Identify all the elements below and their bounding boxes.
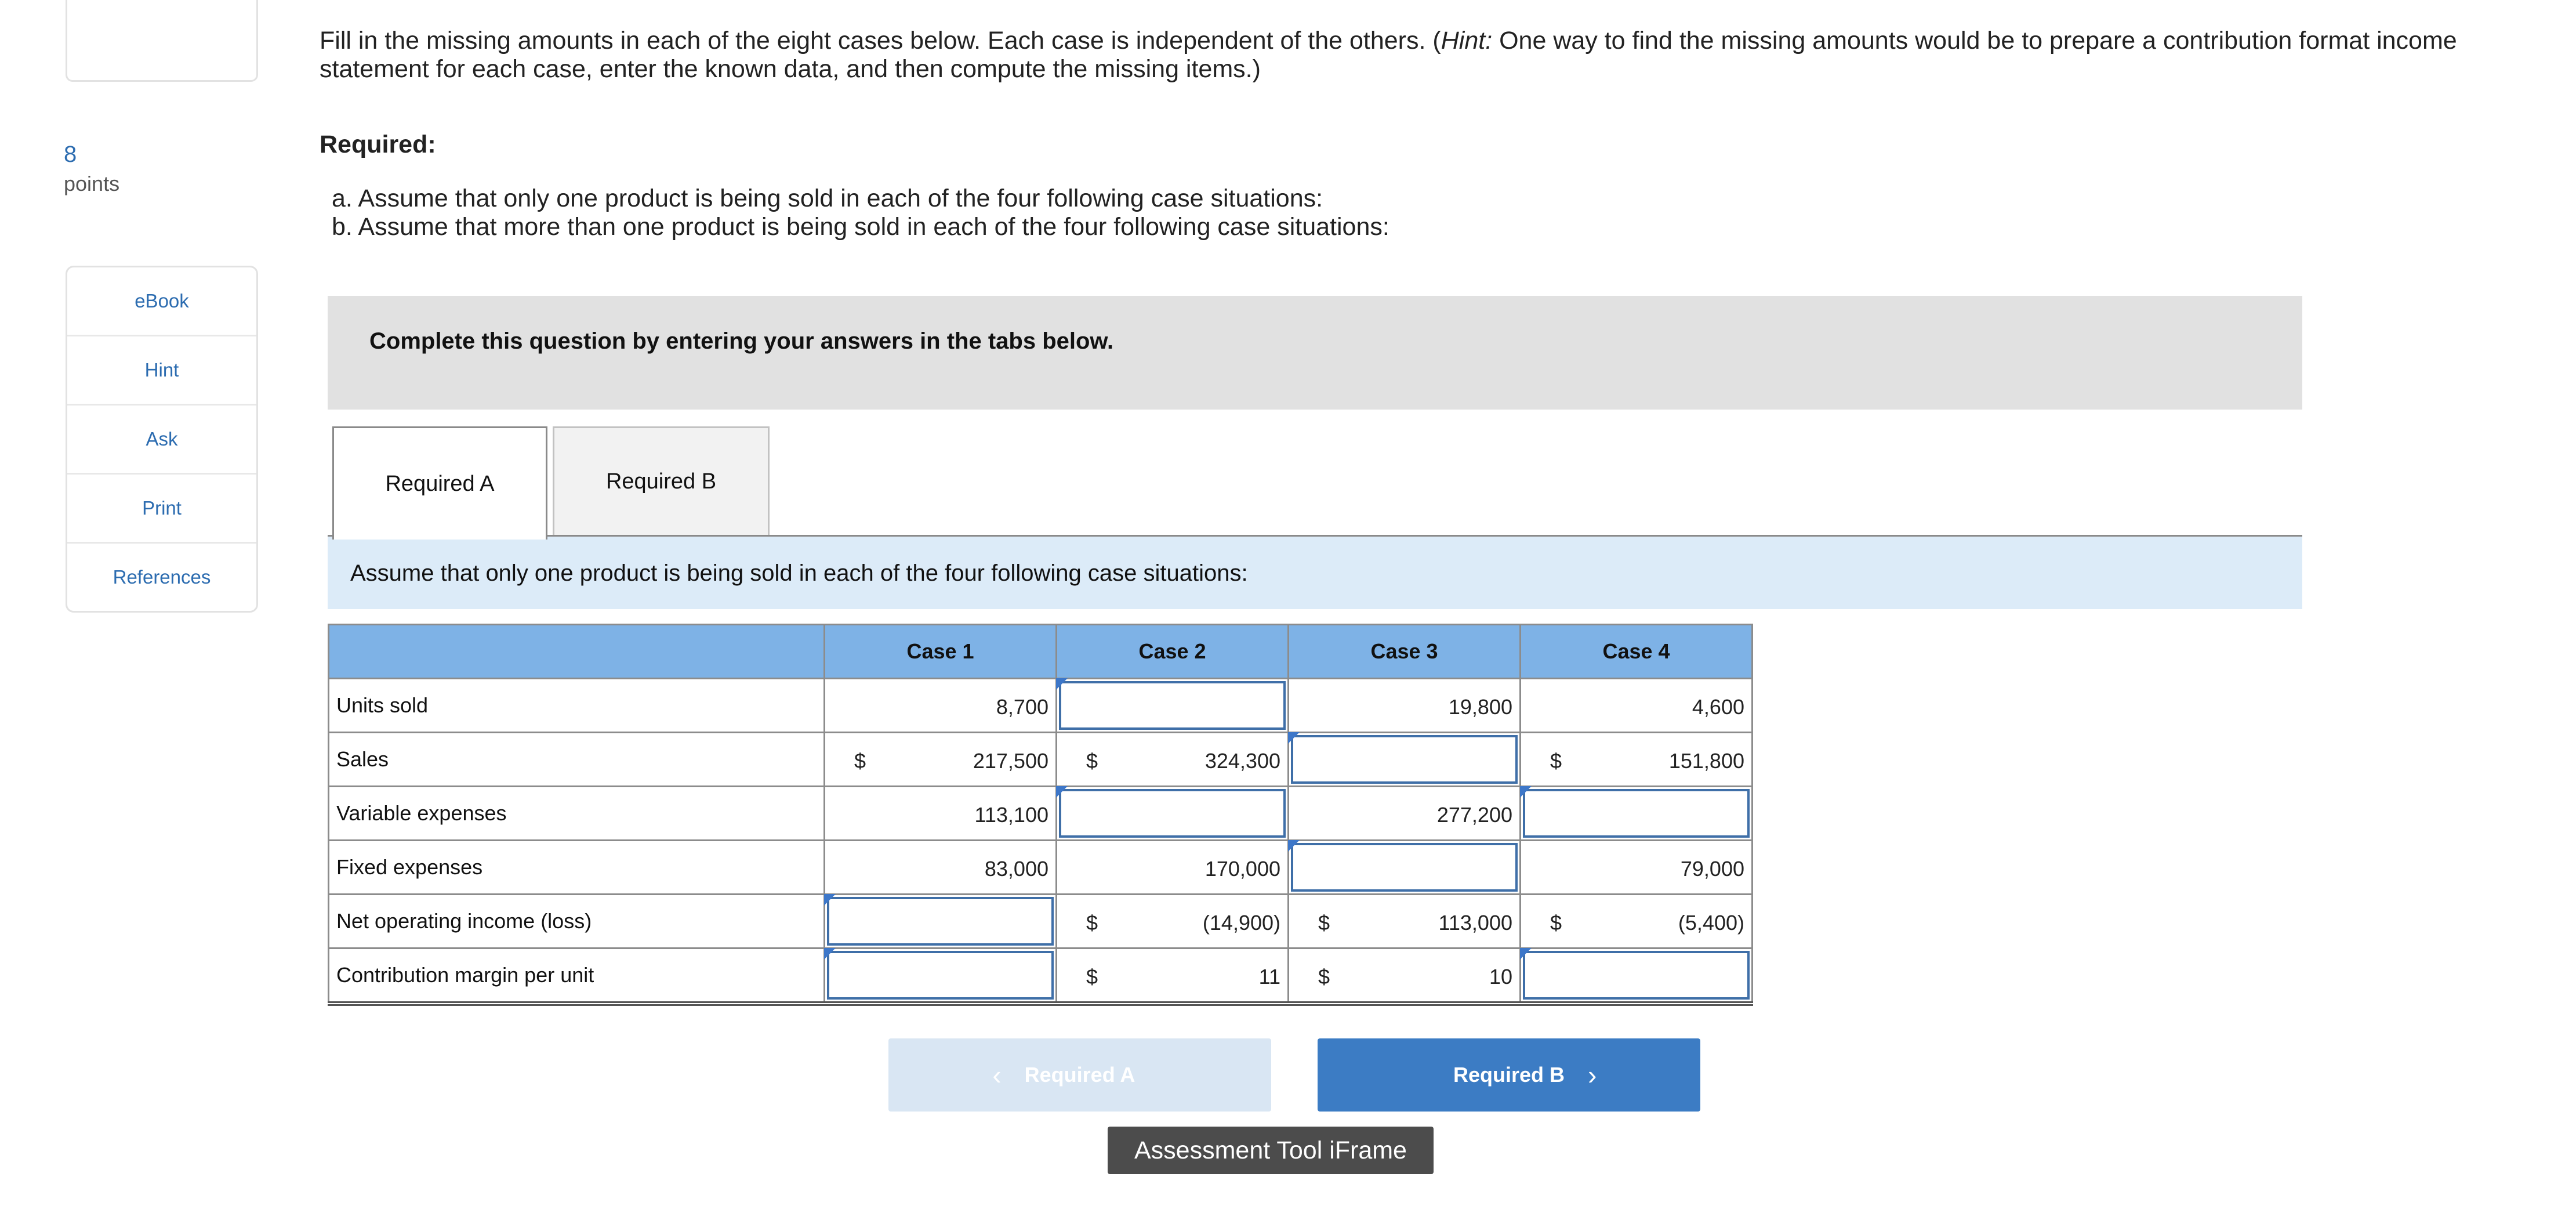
cell-value: 151,800 xyxy=(1668,749,1744,773)
sidebar-item-hint[interactable]: Hint xyxy=(67,336,256,406)
row-label: Net operating income (loss) xyxy=(329,895,825,949)
row-label: Fixed expenses xyxy=(329,841,825,895)
input-flag-icon xyxy=(1056,786,1068,798)
sidebar-item-ask[interactable]: Ask xyxy=(67,406,256,475)
cell-value: 83,000 xyxy=(984,857,1048,881)
table-row xyxy=(329,787,1753,841)
cell-value: 79,000 xyxy=(1680,857,1744,881)
row-label: Sales xyxy=(329,733,825,787)
table-row xyxy=(329,841,1753,895)
chevron-left-icon: ‹ xyxy=(992,1060,1002,1090)
value-cell xyxy=(1057,895,1289,949)
prev-button[interactable] xyxy=(888,1038,1271,1112)
answer-input-cell[interactable] xyxy=(825,895,1057,949)
dollar-sign: $ xyxy=(1550,749,1562,773)
value-cell xyxy=(1521,679,1753,733)
input-flag-icon xyxy=(1288,732,1300,744)
header-case-3: Case 3 xyxy=(1289,625,1521,679)
value-cell xyxy=(1289,787,1521,841)
chevron-right-icon: › xyxy=(1588,1060,1597,1090)
answer-input-cell[interactable] xyxy=(1289,841,1521,895)
value-cell xyxy=(1521,733,1753,787)
points-label: points xyxy=(64,172,120,196)
value-cell xyxy=(825,787,1057,841)
dollar-sign: $ xyxy=(854,749,866,773)
cell-value: 19,800 xyxy=(1448,695,1512,719)
dollar-sign: $ xyxy=(1086,749,1098,773)
cell-value: 8,700 xyxy=(996,695,1048,719)
row-label: Units sold xyxy=(329,679,825,733)
header-case-1: Case 1 xyxy=(825,625,1057,679)
value-cell xyxy=(1521,895,1753,949)
points-value: 8 xyxy=(64,142,77,167)
input-flag-icon xyxy=(1520,948,1532,960)
prev-button-label: Required A xyxy=(1024,1063,1135,1087)
input-flag-icon xyxy=(1288,840,1300,852)
value-cell xyxy=(1057,733,1289,787)
input-flag-icon xyxy=(1520,786,1532,798)
header-case-4: Case 4 xyxy=(1521,625,1753,679)
iframe-tooltip: Assessment Tool iFrame xyxy=(1108,1127,1434,1174)
value-cell xyxy=(825,679,1057,733)
cell-value: 113,000 xyxy=(1438,911,1512,935)
answer-input[interactable] xyxy=(1523,789,1750,838)
cell-value: 11 xyxy=(1258,965,1280,989)
table-row xyxy=(329,733,1753,787)
question-text xyxy=(320,27,2523,84)
side-menu xyxy=(66,266,258,613)
dollar-sign: $ xyxy=(1086,965,1098,989)
next-button[interactable] xyxy=(1318,1038,1700,1112)
tab-required-a[interactable]: Required A xyxy=(332,426,547,540)
header-case-2: Case 2 xyxy=(1057,625,1289,679)
answer-input[interactable] xyxy=(1291,843,1518,892)
instruction-text: Assume that only one product is being sold in each of the four following case situations: xyxy=(350,560,1248,586)
answer-input-cell[interactable] xyxy=(1057,787,1289,841)
required-heading: Required: xyxy=(320,131,436,158)
answer-input-cell[interactable] xyxy=(1521,787,1753,841)
cell-value: 217,500 xyxy=(973,749,1048,773)
value-cell xyxy=(1057,841,1289,895)
tab-required-b[interactable]: Required B xyxy=(553,426,770,535)
dollar-sign: $ xyxy=(1550,911,1562,935)
input-flag-icon xyxy=(824,948,836,960)
table-row xyxy=(329,895,1753,949)
value-cell xyxy=(1057,949,1289,1004)
row-label: Variable expenses xyxy=(329,787,825,841)
value-cell xyxy=(1289,895,1521,949)
cell-value: 277,200 xyxy=(1436,803,1512,827)
sidebar-item-print[interactable]: Print xyxy=(67,475,256,544)
top-card xyxy=(66,0,258,82)
table-row xyxy=(329,949,1753,1004)
required-item-a: a. Assume that only one product is being sold in each of the four following case situations: xyxy=(332,184,1323,212)
required-item-b: b. Assume that more than one product is being sold in each of the four following case situations: xyxy=(332,213,1389,241)
dollar-sign: $ xyxy=(1318,911,1330,935)
answer-input-cell[interactable] xyxy=(1057,679,1289,733)
banner-text: Complete this question by entering your answers in the tabs below. xyxy=(369,328,1114,354)
required-list xyxy=(332,184,1389,241)
value-cell xyxy=(1289,949,1521,1004)
value-cell xyxy=(825,733,1057,787)
cell-value: 4,600 xyxy=(1692,695,1744,719)
cell-value: 324,300 xyxy=(1204,749,1280,773)
input-flag-icon xyxy=(1056,678,1068,690)
answer-input-cell[interactable] xyxy=(1289,733,1521,787)
dollar-sign: $ xyxy=(1318,965,1330,989)
value-cell xyxy=(825,841,1057,895)
next-button-label: Required B xyxy=(1453,1063,1565,1087)
question-text-pre: Fill in the missing amounts in each of the eight cases below. Each case is independent of the others. ( xyxy=(320,27,1441,55)
cell-value: 113,100 xyxy=(974,803,1048,827)
answer-input[interactable] xyxy=(1291,735,1518,784)
answer-input[interactable] xyxy=(827,951,1054,1000)
cell-value: 170,000 xyxy=(1204,857,1280,881)
question-text-post: One way to find the missing amounts would be to prepare a contribution format income statement for each case, enter the known data, and then compute the missing items.) xyxy=(320,27,2457,83)
hint-word: Hint: xyxy=(1441,27,1493,55)
value-cell xyxy=(1521,841,1753,895)
input-flag-icon xyxy=(824,894,836,906)
table-row xyxy=(329,679,1753,733)
sidebar-item-ebook[interactable]: eBook xyxy=(67,267,256,336)
answer-input[interactable] xyxy=(1523,951,1750,1000)
row-label: Contribution margin per unit xyxy=(329,949,825,1004)
answer-input[interactable] xyxy=(827,897,1054,946)
answer-input-cell[interactable] xyxy=(1521,949,1753,1004)
cell-value: (5,400) xyxy=(1678,911,1744,935)
cell-value: (14,900) xyxy=(1202,911,1280,935)
sidebar-item-references[interactable]: References xyxy=(113,566,211,588)
answer-input-cell[interactable] xyxy=(825,949,1057,1004)
header-blank xyxy=(329,625,825,679)
value-cell xyxy=(1289,679,1521,733)
dollar-sign: $ xyxy=(1086,911,1098,935)
answer-input[interactable] xyxy=(1059,789,1286,838)
answer-input[interactable] xyxy=(1059,681,1286,730)
cell-value: 10 xyxy=(1489,965,1512,989)
case-table xyxy=(328,624,1753,1006)
